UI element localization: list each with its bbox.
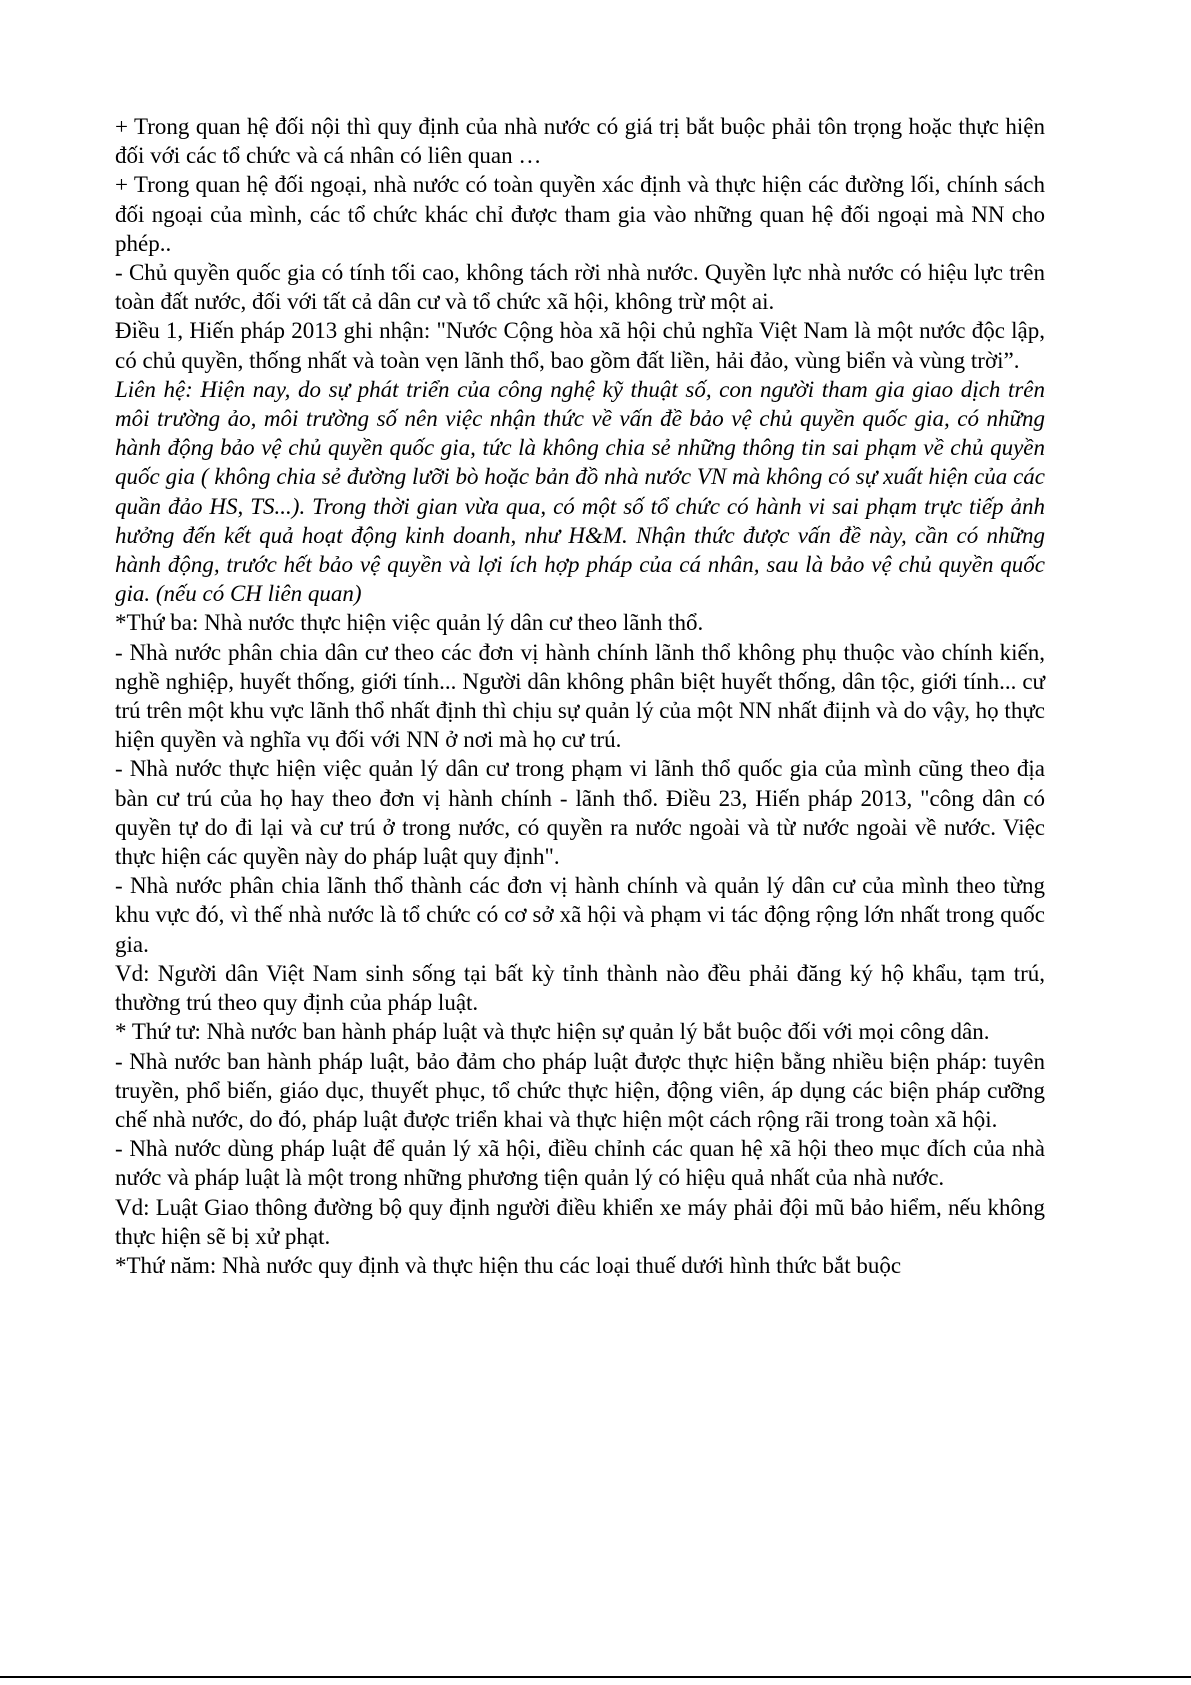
footer-divider bbox=[0, 1676, 1191, 1678]
heading-fifth-feature: *Thứ năm: Nhà nước quy định và thực hiện thu các loại thuế dưới hình thức bắt buộc bbox=[115, 1252, 902, 1278]
heading-third-feature: *Thứ ba: Nhà nước thực hiện việc quản lý dân cư theo lãnh thổ. bbox=[115, 610, 704, 636]
paragraph-population-division: - Nhà nước phân chia dân cư theo các đơn vị hành chính lãnh thổ không phụ thuộc vào chính kiến, nghề nghiệp, huyết thống, giới tính... Người dân không phân biệt huyết thống, dân tộc, giới tính... cư trú trên một khu vực lãnh thổ nhất định thì chịu sự quản lý của một NN nhất điịnh và do vậy, họ thực hiện quyền và nghĩa vụ đối với NN ở nơi mà họ cư trú. bbox=[115, 639, 1045, 753]
paragraph-external-relations: + Trong quan hệ đối ngoại, nhà nước có toàn quyền xác định và thực hiện các đường lối, chính sách đối ngoại của mình, các tổ chức khác chỉ được tham gia vào những quan hệ đối ngoại mà NN cho phép.. bbox=[115, 172, 1045, 256]
paragraph-supreme-sovereignty: - Chủ quyền quốc gia có tính tối cao, không tách rời nhà nước. Quyền lực nhà nước có hiệu lực trên toàn đất nước, đối với tất cả dân cư và tổ chức xã hội, không trừ một ai. bbox=[115, 260, 1045, 315]
paragraph-territorial-units: - Nhà nước phân chia lãnh thổ thành các đơn vị hành chính và quản lý dân cư của mình theo từng khu vực đó, vì thế nhà nước là tổ chức có cơ sở xã hội và phạm vi tác động rộng lớn nhất trong quốc gia. bbox=[115, 873, 1045, 957]
heading-fourth-feature: * Thứ tư: Nhà nước ban hành pháp luật và thực hiện sự quản lý bắt buộc đối với mọi công dân. bbox=[115, 1019, 990, 1045]
paragraph-constitution-article-1: Điều 1, Hiến pháp 2013 ghi nhận: "Nước Cộng hòa xã hội chủ nghĩa Việt Nam là một nước độc lập, có chủ quyền, thống nhất và toàn vẹn lãnh thổ, bao gồm đất liền, hải đảo, vùng biển và vùng trời”. bbox=[115, 318, 1045, 373]
paragraph-example-household: Vd: Người dân Việt Nam sinh sống tại bất kỳ tỉnh thành nào đều phải đăng ký hộ khẩu, tạm trú, thường trú theo quy định của pháp luật. bbox=[115, 960, 1045, 1016]
paragraph-example-traffic-law: Vd: Luật Giao thông đường bộ quy định người điều khiển xe máy phải đội mũ bảo hiểm, nếu không thực hiện sẽ bị xử phạt. bbox=[115, 1194, 1045, 1249]
paragraph-contact-note: Liên hệ: Hiện nay, do sự phát triển của công nghệ kỹ thuật số, con người tham gia giao dịch trên môi trường ảo, môi trường số nên việc nhận thức về vấn đề bảo vệ chủ quyền quốc gia, có những hành động bảo vệ chủ quyền quốc gia, tức là không chia sẻ những thông tin sai phạm về chủ quyền quốc gia ( không chia sẻ đường lưỡi bò hoặc bản đồ nhà nước VN mà không có sự xuất hiện của các quần đảo HS, TS...). Trong thời gian vừa qua, có một số tổ chức có hành vi sai phạm trực tiếp ảnh hưởng đến kết quả hoạt động kinh doanh, như H&M. Nhận thức được vấn đề này, cần có những hành động, trước hết bảo vệ quyền và lợi ích hợp pháp của cá nhân, sau là bảo vệ chủ quyền quốc gia. (nếu có CH liên quan) bbox=[115, 376, 1045, 607]
paragraph-internal-relations: + Trong quan hệ đối nội thì quy định của nhà nước có giá trị bắt buộc phải tôn trọng hoặc thực hiện đối với các tổ chức và cá nhân có liên quan … bbox=[115, 114, 1045, 169]
paragraph-population-management: - Nhà nước thực hiện việc quản lý dân cư trong phạm vi lãnh thổ quốc gia của mình cũng theo địa bàn cư trú của họ hay theo đơn vị hành chính - lãnh thổ. Điều 23, Hiến pháp 2013, "công dân có quyền tự do đi lại và cư trú ở trong nước, có quyền ra nước ngoài và từ nước ngoài về nước. Việc thực hiện các quyền này do pháp luật quy định". bbox=[115, 756, 1045, 870]
paragraph-law-enforcement: - Nhà nước ban hành pháp luật, bảo đảm cho pháp luật được thực hiện bằng nhiều biện pháp: tuyên truyền, phổ biến, giáo dục, thuyết phục, tổ chức thực hiện, động viên, áp dụng các biện pháp cưỡng chế nhà nước, do đó, pháp luật được triển khai và thực hiện một cách rộng rãi trong toàn xã hội. bbox=[115, 1048, 1045, 1132]
paragraph-law-management: - Nhà nước dùng pháp luật để quản lý xã hội, điều chỉnh các quan hệ xã hội theo mục đích của nhà nước và pháp luật là một trong những phương tiện quản lý có hiệu quả nhất của nhà nước. bbox=[115, 1136, 1045, 1191]
document-page bbox=[115, 112, 1045, 1280]
